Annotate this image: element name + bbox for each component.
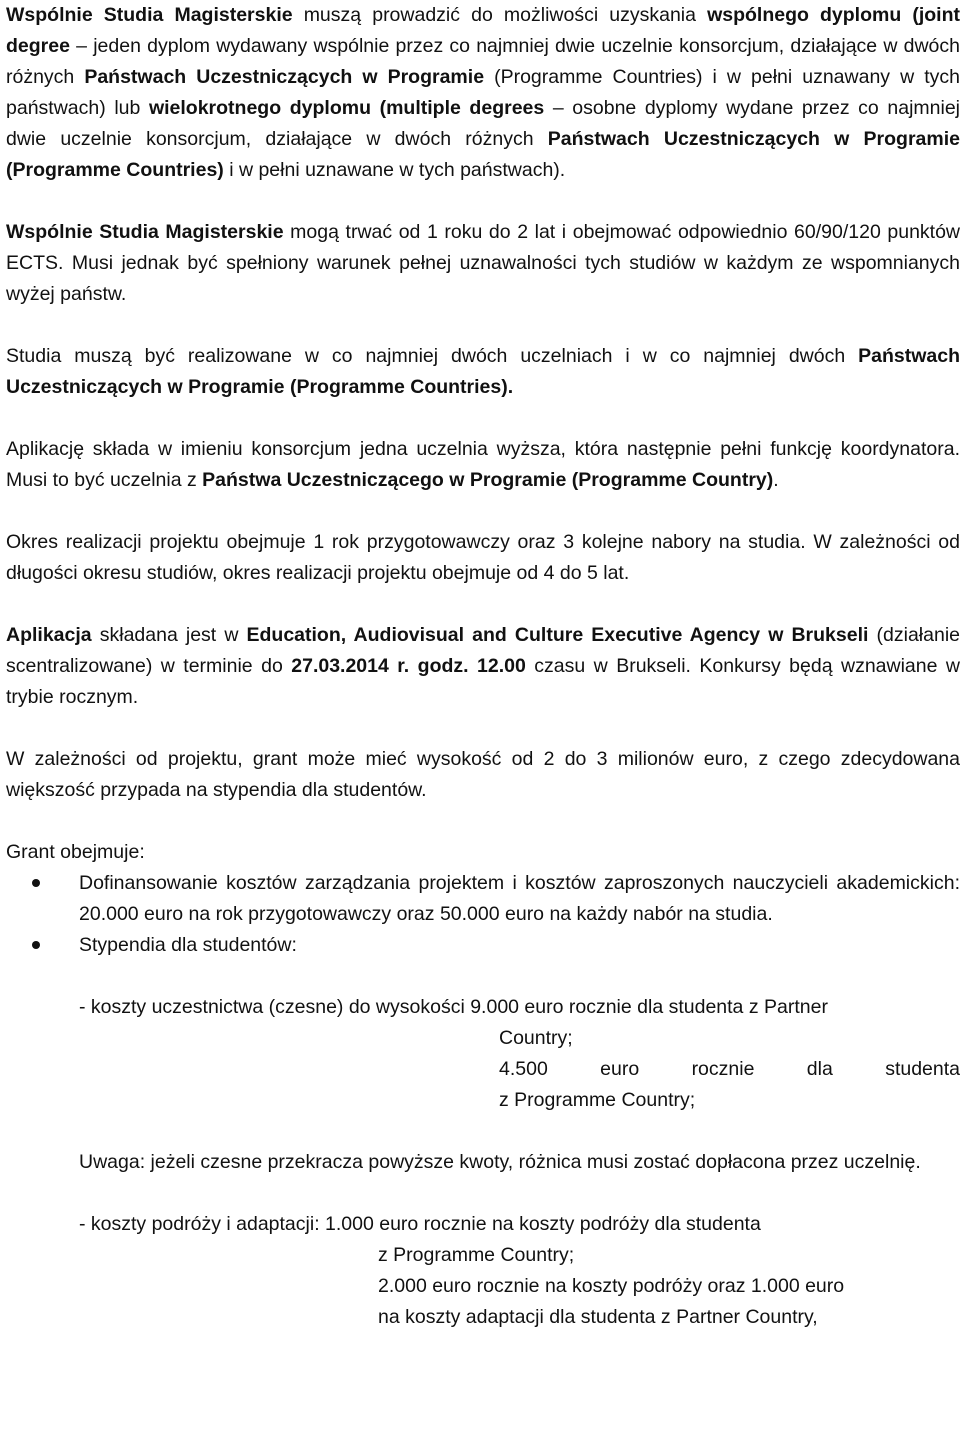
text: (działanie scentralizowane) w terminie do [6, 624, 960, 677]
paragraph-grant-amount: W zależności od projektu, grant może mieć wysokość od 2 do 3 milionów euro, z czego zdecydowana większość przypada na stypendia dla studentów. [6, 748, 960, 801]
text: Studia muszą być realizowane w co najmniej dwóch uczelniach i w co najmniej dwóch [6, 345, 859, 367]
bold-term: Państwach Uczestniczących w Programie [84, 66, 485, 88]
text: – osobne dyplomy wydane przez co najmniej dwie uczelnie konsorcjum, działające w dwóch różnych [6, 97, 960, 150]
text: (Programme Countries) i w pełni uznawany w tych państwach) lub [6, 66, 960, 119]
fees-line-2: Country; [499, 1027, 573, 1049]
bold-term: Państwach Uczestniczących w Programie (Programme Countries) [6, 128, 960, 181]
travel-line-3: 2.000 euro rocznie na koszty podróży oraz 1.000 euro [378, 1275, 845, 1297]
bold-term: wielokrotnego dyplomu (multiple degrees [148, 97, 545, 119]
text: euro [600, 1058, 640, 1080]
text: Aplikację składa w imieniu konsorcjum jedna uczelnia wyższa, która następnie pełni funkcję koordynatora. Musi to być uczelnia z [6, 438, 960, 491]
paragraph-institutions [6, 341, 960, 403]
text: czasu w Brukseli. Konkursy będą wznawiane w trybie rocznym. [6, 655, 960, 708]
bold-term: Wspólnie Studia Magisterskie [6, 221, 284, 243]
travel-line-4: na koszty adaptacji dla studenta z Partner Country, [378, 1306, 818, 1328]
text: muszą prowadzić do możliwości uzyskania [292, 4, 708, 26]
text: składana jest w [91, 624, 247, 646]
bold-term: Education, Audiovisual and Culture Executive Agency w Brukseli [246, 624, 869, 646]
fees-line-1: - koszty uczestnictwa (czesne) do wysokości 9.000 euro rocznie dla studenta z Partner [79, 996, 828, 1018]
paragraph-degrees [6, 0, 960, 186]
text: dla [806, 1058, 833, 1080]
text: – jeden dyplom wydawany wspólnie przez co najmniej dwie uczelnie konsorcjum, działające w dwóch różnych [6, 35, 960, 88]
bullet-icon [32, 879, 40, 887]
bold-term: Wspólnie Studia Magisterskie [6, 4, 293, 26]
text: Stypendia dla studentów: [79, 934, 297, 956]
text: i w pełni uznawane w tych państwach). [223, 159, 566, 181]
bold-term: wspólnego dyplomu (joint degree [6, 4, 960, 57]
bullet-icon [32, 941, 40, 949]
bold-term: Państwa Uczestniczącego w Programie (Programme Country) [202, 469, 774, 491]
document-page [6, 0, 960, 1333]
paragraph-application [6, 434, 960, 496]
paragraph-duration [6, 217, 960, 310]
text: studenta [885, 1058, 960, 1080]
text: rocznie [691, 1058, 755, 1080]
paragraph-submission [6, 620, 960, 713]
bold-term: Państwach Uczestniczących w Programie (Programme Countries). [6, 345, 960, 398]
text: mogą trwać od 1 roku do 2 lat i obejmować odpowiednio 60/90/120 punktów ECTS. Musi jednak być spełniony warunek pełnej uznawalności tych studiów w każdym ze wspomnianych wyżej państw. [6, 221, 960, 305]
list-item [6, 930, 960, 961]
bold-term: Aplikacja [6, 624, 92, 646]
travel-line-1: - koszty podróży i adaptacji: 1.000 euro rocznie na koszty podróży dla studenta [79, 1213, 761, 1235]
grant-list [6, 868, 960, 961]
fees-line-3 [6, 1054, 960, 1085]
paragraph-period: Okres realizacji projektu obejmuje 1 rok przygotowawczy oraz 3 kolejne nabory na studia. W zależności od długości okresu studiów, okres realizacji projektu obejmuje od 4 do 5 lat. [6, 531, 960, 584]
grant-heading: Grant obejmuje: [6, 841, 145, 863]
bold-term: 27.03.2014 r. godz. 12.00 [291, 655, 526, 677]
list-item [6, 868, 960, 930]
fees-line-4: z Programme Country; [499, 1089, 696, 1111]
note-paragraph: Uwaga: jeżeli czesne przekracza powyższe kwoty, różnica musi zostać dopłacona przez uczelnię. [79, 1151, 921, 1173]
text: . [773, 469, 779, 491]
text: Dofinansowanie kosztów zarządzania projektem i kosztów zaproszonych nauczycieli akademickich: 20.000 euro na rok przygotowawczy oraz 50.000 euro na każdy nabór na studia. [79, 872, 960, 925]
travel-line-2: z Programme Country; [378, 1244, 575, 1266]
text: 4.500 [499, 1058, 548, 1080]
